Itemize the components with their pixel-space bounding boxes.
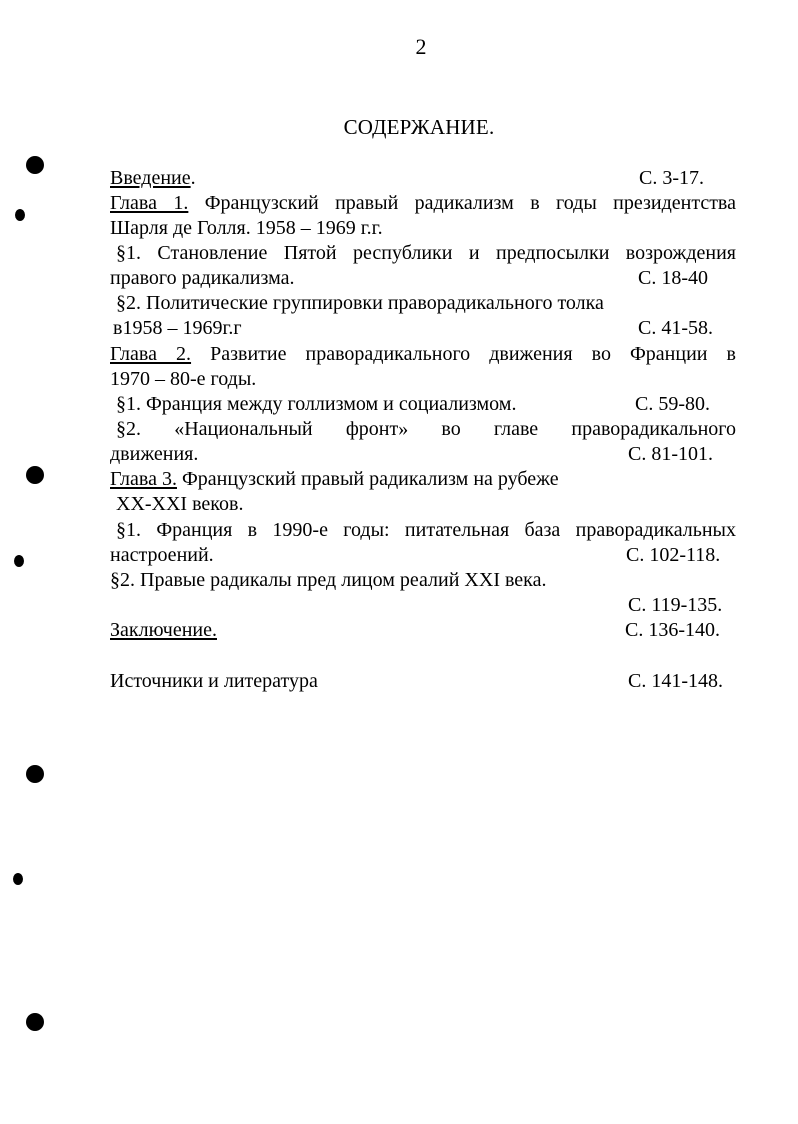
toc-ch3-section-1-line-1 [116,518,736,543]
toc-entry-sources [110,669,736,694]
toc-chapter-2-line-1 [110,342,736,367]
page-number: 2 [415,34,427,59]
toc-entry-pages: С. 141-148. [628,670,723,692]
toc-entry-pages: С. 136-140. [625,619,720,641]
punch-hole-mark [14,555,24,567]
chapter-2-label: Глава 2. [110,343,192,365]
toc-ch1-section-2-line-1 [116,291,742,316]
punch-hole-mark [13,873,23,885]
punch-hole-mark [26,765,44,783]
toc-ch3-section-2-line-1 [110,568,736,593]
toc-ch3-section-2-line-2 [110,593,736,618]
ch3-section-2-title: §2. Правые радикалы пред лицом реалий XXI века. [110,569,547,591]
ch1-section-2-title: §2. Политические группировки праворадикального толка [116,292,604,314]
chapter-3-heading [110,467,559,492]
punch-hole-mark [26,466,44,484]
ch1-section-2-title-cont: в1958 – 1969г.г [113,317,242,339]
punch-hole-mark [26,1013,44,1031]
toc-entry-pages: С. 3-17. [639,167,704,189]
sources-label: Источники и литература [110,670,318,692]
toc-chapter-1-line-1 [110,191,736,216]
ch1-section-1-title: §1. Становление Пятой республики и предпосылки возрождения [116,242,736,264]
toc-title: СОДЕРЖАНИЕ. [343,115,495,139]
toc-chapter-1-line-2 [110,216,736,241]
conclusion-link: Заключение. [110,619,217,641]
chapter-1-title: Французский правый радикализм в годы президентства [188,192,736,214]
toc-entry-intro [110,166,736,191]
toc-ch3-section-1-line-2 [110,543,736,568]
toc-chapter-3-line-2 [116,492,742,517]
ch2-section-1-title: §1. Франция между голлизмом и социализмом. [116,393,517,415]
toc-entry-conclusion [110,618,736,643]
chapter-3-label: Глава 3. [110,468,177,490]
punch-hole-mark [15,209,25,221]
toc-entry-pages: С. 81-101. [628,443,713,465]
toc-ch1-section-1-line-1 [116,241,736,266]
toc-entry-pages: С. 102-118. [626,544,721,566]
chapter-1-label: Глава 1. [110,192,189,214]
ch3-section-1-title: §1. Франция в 1990-е годы: питательная база праворадикальных [116,519,736,541]
ch1-section-1-title-cont: правого радикализма. [110,267,295,289]
intro-link: Введение [110,167,191,189]
toc-entry-pages: С. 119-135. [628,594,723,616]
ch3-section-1-title-cont: настроений. [110,544,214,566]
chapter-2-title: Развитие праворадикального движения во Франции в [191,343,736,365]
toc-entry-label [110,166,196,191]
chapter-1-title-cont: Шарля де Голля. 1958 – 1969 г.г. [110,217,383,239]
toc-entry-pages: С. 59-80. [635,393,710,415]
toc-entry-pages: С. 41-58. [638,317,713,339]
chapter-2-title-cont: 1970 – 80-е годы. [110,368,257,390]
toc-ch2-section-1 [116,392,742,417]
toc-ch1-section-1-line-2 [110,266,736,291]
toc-chapter-2-line-2 [110,367,736,392]
intro-suffix: . [190,167,196,189]
ch2-section-2-title: §2. «Национальный фронт» во главе праворадикального [116,418,736,440]
punch-hole-mark [26,156,44,174]
toc-ch2-section-2-line-1 [116,417,736,442]
ch2-section-2-title-cont: движения. [110,443,199,465]
toc-ch2-section-2-line-2 [110,442,736,467]
chapter-3-title-cont: XX-XXI веков. [116,493,244,515]
toc-ch1-section-2-line-2 [113,316,739,341]
chapter-3-title: Французский правый радикализм на рубеже [176,468,559,490]
toc-entry-pages: С. 18-40 [638,267,708,289]
toc-chapter-3-line-1 [110,467,736,492]
